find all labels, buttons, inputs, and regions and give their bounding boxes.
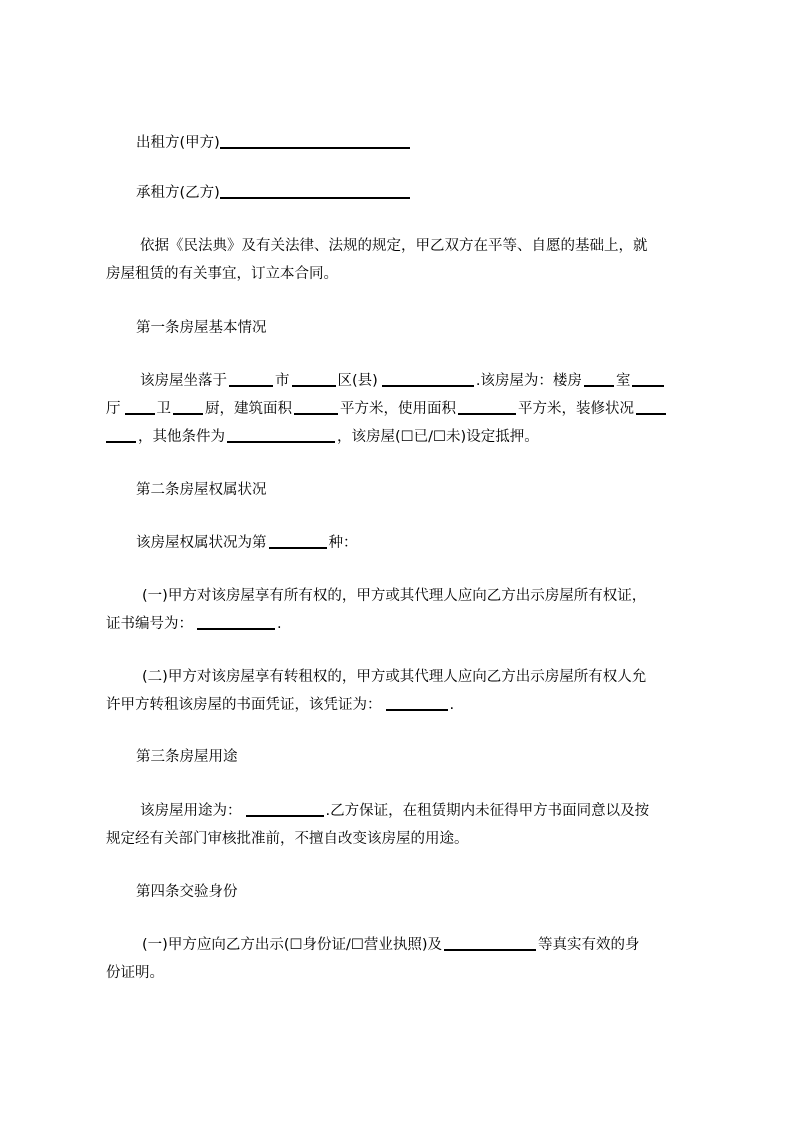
article-3-line-2: 规定经有关部门审核批准前，不擅自改变该房屋的用途。 [106,831,469,847]
party-a-label: 出租方(甲方) [136,135,220,151]
usable-area-blank [458,413,516,415]
identity-docs-label: (一)甲方应向乙方出示(☐身份证/☐营业执照)及 [142,937,443,953]
article-1-title: 第一条房屋基本情况 [136,320,267,336]
article-2-item-2-line-1: (二)甲方对该房屋享有转租权的，甲方或其代理人应向乙方出示房屋所有权人允 [142,669,647,685]
decoration-blank-2 [106,441,136,443]
article-1-line-1 [140,372,664,390]
built-area-blank [294,413,338,415]
voucher-blank [386,709,448,711]
article-2-item-1-line-2 [106,615,282,633]
article-4-title: 第四条交验身份 [136,884,238,900]
identity-docs-suffix: 等真实有效的身 [538,937,640,953]
party-a-line [136,134,410,152]
location-label: 该房屋坐落于 [140,373,227,389]
article-3-line-1 [140,802,649,820]
usage-label: 该房屋用途为： [140,803,242,819]
article-2-title: 第二条房屋权属状况 [136,482,267,498]
room-blank [584,385,614,387]
certificate-no-blank [197,628,275,630]
intro-line-2: 房屋租赁的有关事宜，订立本合同。 [106,266,338,282]
party-a-blank [220,147,410,149]
city-blank [229,385,273,387]
party-b-blank [220,197,410,199]
hall-blank [632,385,664,387]
bath-label: 卫 [156,401,171,417]
intro-line-1: 依据《民法典》及有关法律、法规的规定，甲乙双方在平等、自愿的基础上，就 [140,238,648,254]
mortgage-label: ，该房屋(☐已/☐未)设定抵押。 [337,429,539,445]
room-label: 室 [615,373,631,389]
built-area-label: 厨，建筑面积 [205,401,292,417]
other-conditions-label: ，其他条件为 [138,429,225,445]
article-1-line-3 [106,428,539,446]
address-blank [382,385,474,387]
hall-label: 厅 [106,401,121,417]
city-label: 市 [275,373,290,389]
kitchen-blank [173,413,203,415]
article-2-para-1 [136,534,358,552]
voucher-end: . [449,697,455,713]
usable-area-label: 平方米，使用面积 [340,401,456,417]
usage-blank [246,815,324,817]
certificate-no-label: 证书编号为： [106,616,193,632]
decoration-blank-1 [636,413,666,415]
other-conditions-blank [227,441,335,443]
ownership-type-label: 该房屋权属状况为第 [136,535,267,551]
decoration-label: 平方米，装修状况 [518,401,634,417]
ownership-type-suffix: 种： [328,535,358,551]
district-label: 区(县) [337,373,378,389]
bath-blank [125,413,155,415]
certificate-no-end: . [277,616,282,632]
article-2-item-1-line-1: (一)甲方对该房屋享有所有权的，甲方或其代理人应向乙方出示房屋所有权证， [142,588,647,604]
identity-docs-blank [444,949,536,951]
ownership-type-blank [269,547,327,549]
party-b-line [136,184,410,202]
article-3-title: 第三条房屋用途 [136,749,238,765]
district-blank [292,385,336,387]
building-type-label: .该房屋为：楼房 [475,373,582,389]
article-1-line-2 [106,400,666,418]
voucher-label: 许甲方转租该房屋的书面凭证，该凭证为： [106,697,382,713]
article-4-item-1-line-1 [142,936,640,954]
article-4-item-1-line-2: 份证明。 [106,965,164,981]
usage-guarantee-text: .乙方保证，在租赁期内未征得甲方书面同意以及按 [325,803,650,819]
party-b-label: 承租方(乙方) [136,185,220,201]
article-2-item-2-line-2 [106,696,454,714]
